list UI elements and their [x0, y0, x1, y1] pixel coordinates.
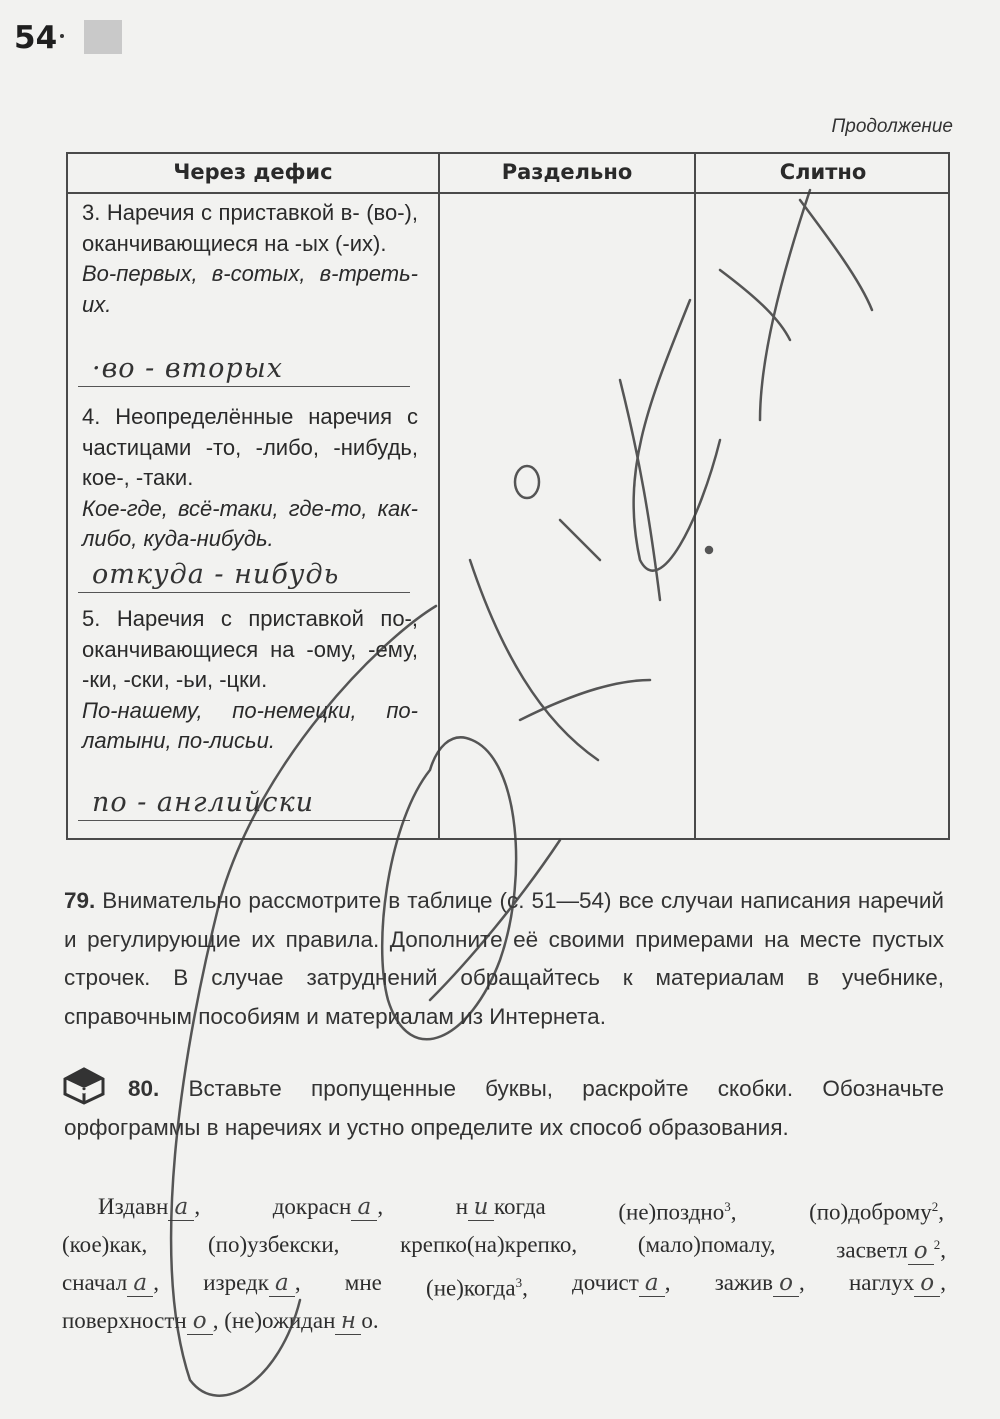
page-corner-tab	[84, 20, 122, 54]
header-hyphenated: Через дефис	[173, 160, 333, 184]
rules-table	[66, 152, 950, 840]
rule-5-answer: по - английски	[92, 787, 315, 818]
answer-blank[interactable]: о	[908, 1238, 934, 1265]
column-divider	[438, 154, 440, 838]
word-item: (по)доброму$^2$,	[809, 1199, 944, 1225]
rule-4-text: 4. Неопределённые наречия с частицами -то, -либо, -нибудь, кое-, -таки.	[82, 404, 418, 490]
rule-3-text: 3. Наречия с приставкой в- (во-), оканчивающиеся на -ых (-их).	[82, 200, 418, 256]
rule-5-text: 5. Наречия с приставкой по-, оканчивающиеся на -ому, -ему, -ки, -ски, -ьи, -цки.	[82, 606, 418, 692]
rule-5	[82, 604, 418, 757]
rule-5-examples: По-нашему, по-немецки, полатыни, по-лисьи.	[82, 697, 418, 753]
word-item: крепко(на)крепко,	[400, 1232, 578, 1257]
rule-4-answer: откуда - нибудь	[92, 559, 340, 590]
word-item: поверхностн о ,	[62, 1308, 219, 1334]
exercise-line-4	[62, 1302, 946, 1340]
page-number: 54	[14, 20, 58, 56]
word-item: наглух о ,	[848, 1270, 946, 1296]
task-79	[64, 882, 944, 1036]
word-item: сначал а ,	[62, 1270, 160, 1296]
rule-3-answer: ·во - вторых	[92, 353, 283, 384]
word-item: (не)когда$^3$,	[426, 1275, 528, 1301]
word-item: зажив о ,	[714, 1270, 805, 1296]
task-79-text: Внимательно рассмотрите в таблице (с. 51—54) все случаи написания наречий и регулирующие их правила. Дополните её своими примерами на месте пустых строчек. В случае затруднений обращайтесь к материалам в учебнике, справочным пособиям и материалам из Интернета.	[64, 888, 944, 1029]
task-80-text: Вставьте пропущенные буквы, раскройте скобки. Обозначьте орфограммы в наречиях и устно определите их способ образования.	[64, 1076, 944, 1140]
word-item: (по)узбекски,	[208, 1232, 340, 1257]
word-item: докрасн а ,	[272, 1194, 384, 1220]
answer-blank[interactable]: о	[773, 1270, 799, 1297]
word-item: (кое)как,	[62, 1232, 148, 1257]
answer-blank[interactable]: н	[335, 1308, 361, 1335]
rule-3	[82, 198, 418, 320]
word-item: дочист а ,	[572, 1270, 671, 1296]
answer-blank[interactable]: о	[914, 1270, 940, 1297]
header-divider	[68, 192, 948, 194]
rule-3-examples: Во-первых, в-сотых, в-третьих.	[82, 261, 418, 317]
column-divider	[694, 154, 696, 838]
word-item: (не)ожидан н о.	[224, 1308, 379, 1334]
rule-4-answer-line[interactable]	[78, 554, 410, 593]
answer-blank[interactable]: а	[168, 1194, 194, 1221]
answer-blank[interactable]: а	[269, 1270, 295, 1297]
word-item: н и когда	[455, 1194, 546, 1220]
rule-4	[82, 402, 418, 555]
answer-blank[interactable]: а	[127, 1270, 153, 1297]
answer-blank[interactable]: о	[187, 1308, 213, 1335]
word-item: засветл о $^2$,	[836, 1237, 946, 1264]
rule-3-answer-line[interactable]	[78, 348, 410, 387]
header-joined: Слитно	[779, 160, 867, 184]
task-79-number: 79.	[64, 888, 96, 913]
word-item: (мало)помалу,	[637, 1232, 776, 1257]
answer-blank[interactable]: а	[639, 1270, 665, 1297]
word-item: Издавн а ,	[98, 1194, 201, 1220]
answer-blank[interactable]: и	[468, 1194, 494, 1221]
rule-5-answer-line[interactable]	[78, 782, 410, 821]
rule-4-examples: Кое-где, всё-таки, где-то, как-либо, куда-нибудь.	[82, 495, 418, 551]
page-number-dot	[60, 34, 64, 38]
word-item: мне	[344, 1270, 382, 1295]
continuation-label: Продолжение	[831, 116, 953, 137]
task-80-number: 80.	[128, 1076, 160, 1101]
word-item: (не)поздно$^3$,	[618, 1199, 737, 1225]
header-separate: Раздельно	[501, 160, 633, 184]
word-item: изредк а ,	[203, 1270, 301, 1296]
task-80	[64, 1070, 944, 1147]
answer-blank[interactable]: а	[351, 1194, 377, 1221]
